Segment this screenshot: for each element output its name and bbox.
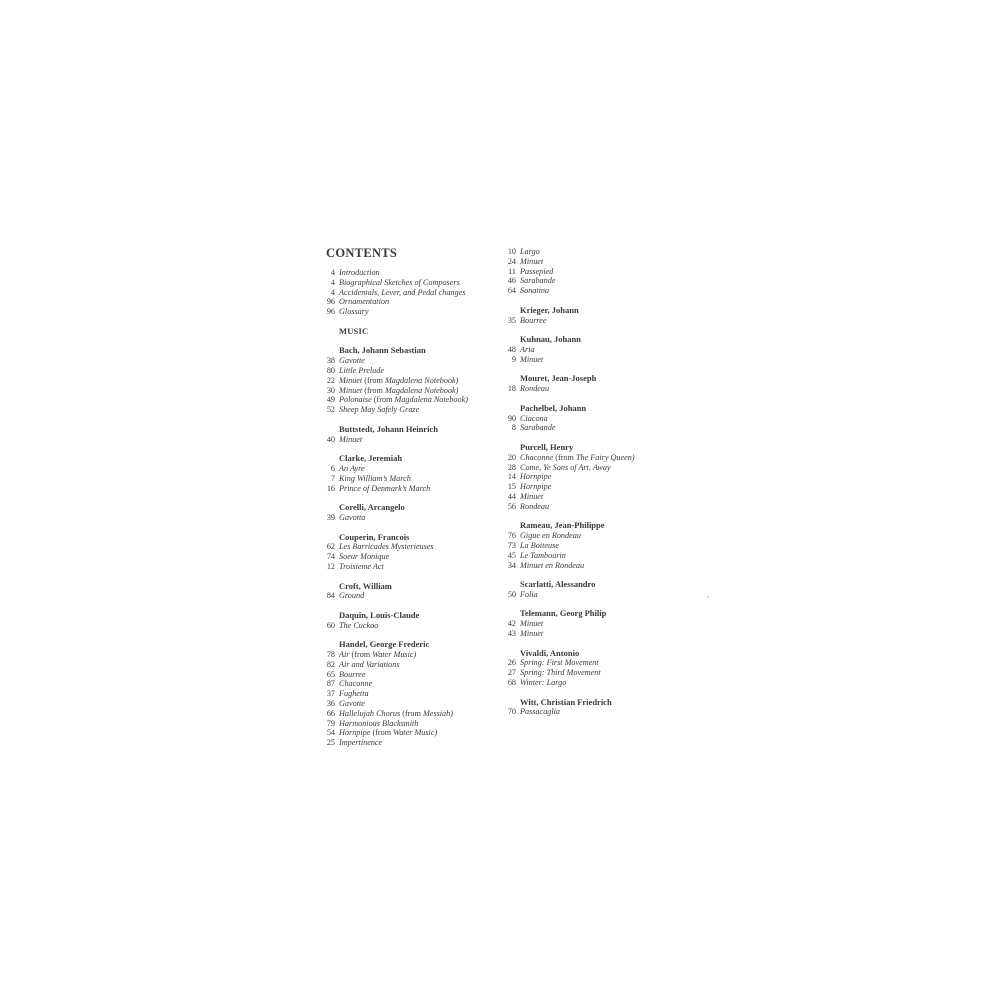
- piece-title: [520, 561, 584, 571]
- page-number: 44: [507, 491, 516, 501]
- toc-entry: [322, 356, 497, 366]
- piece-name: Hornpipe: [520, 482, 552, 492]
- toc-entry: [503, 257, 673, 267]
- page-number: 4: [330, 277, 335, 287]
- piece-name: Accidentals, Lever, and Pedal changes: [339, 287, 466, 297]
- piece-name: Hornpipe: [339, 728, 371, 738]
- page-number: 96: [326, 297, 335, 307]
- piece-name: Minuet: [339, 434, 363, 444]
- piece-title: [520, 482, 551, 492]
- toc-entry: [322, 542, 497, 552]
- piece-name: Sheep May Safely Graze: [339, 405, 420, 415]
- composer-name: Telemann, Georg Philip: [520, 608, 607, 619]
- composer-group: [322, 454, 497, 493]
- page-number: 20: [507, 452, 516, 462]
- piece-source-prefix: (from: [362, 385, 385, 395]
- piece-title: [520, 658, 599, 668]
- piece-name: Gavotta: [339, 512, 366, 522]
- piece-name: Aria: [520, 344, 535, 354]
- piece-name: Folia: [520, 589, 538, 599]
- page-number: 96: [326, 307, 335, 317]
- page-number: 68: [507, 678, 516, 688]
- piece-title: [339, 513, 365, 523]
- piece-title: [520, 472, 551, 482]
- composer-name: Krieger, Johann: [520, 304, 579, 315]
- piece-source: Magdalena Notebook): [394, 395, 468, 405]
- piece-source: Messiah): [422, 708, 453, 718]
- toc-entry: [322, 719, 497, 729]
- piece-name: Hornpipe: [520, 472, 552, 482]
- piece-title: [520, 668, 601, 678]
- piece-title: [339, 542, 434, 552]
- piece-name: Le Tambourin: [520, 550, 566, 560]
- piece-name: Ornamentation: [339, 297, 390, 307]
- piece-name: Minuet: [339, 375, 363, 385]
- piece-name: Introduction: [339, 268, 380, 277]
- piece-name: Winter: Largo: [520, 678, 567, 688]
- toc-entry: [503, 590, 673, 600]
- piece-source-prefix: (from: [553, 452, 576, 462]
- piece-name: Glossary: [339, 307, 369, 317]
- page-number: 49: [326, 395, 335, 405]
- piece-name: Spring: First Movement: [520, 658, 599, 668]
- page-number: 35: [507, 315, 516, 325]
- piece-source-prefix: (from: [362, 375, 385, 385]
- piece-source-prefix: (from: [370, 728, 394, 738]
- piece-name: Bourree: [339, 669, 366, 679]
- toc-entry: [322, 464, 497, 474]
- piece-title: [339, 699, 365, 709]
- piece-source-prefix: (from: [349, 650, 373, 660]
- composer-name: Bach, Johann Sebastian: [339, 345, 426, 356]
- page-number: 30: [326, 385, 335, 395]
- piece-name: Air: [339, 650, 350, 660]
- toc-entry: [503, 541, 673, 551]
- composer-name: Corelli, Arcangelo: [339, 502, 405, 513]
- page-number: 90: [507, 413, 516, 423]
- toc-entry: [503, 345, 673, 355]
- page-number: 26: [507, 658, 516, 668]
- composer-name: Mouret, Jean-Joseph: [520, 373, 597, 384]
- composer-group: [322, 503, 497, 523]
- piece-source: Water Music): [393, 728, 438, 738]
- piece-name: Chaconne: [520, 452, 554, 462]
- toc-entry: [322, 513, 497, 523]
- piece-name: Gavotte: [339, 699, 365, 709]
- piece-name: Minuet: [520, 256, 544, 266]
- page-number: 82: [326, 659, 335, 669]
- composer-group: [503, 521, 673, 570]
- page-number: 25: [326, 738, 335, 748]
- piece-name: Minuet en Rondeau: [520, 560, 585, 570]
- piece-name: Ciacona: [520, 413, 548, 423]
- page-number: 43: [507, 629, 516, 639]
- toc-entry: [322, 699, 497, 709]
- piece-title: [339, 405, 419, 415]
- piece-title: [339, 679, 372, 689]
- piece-title: [339, 552, 389, 562]
- piece-title: [339, 484, 430, 494]
- piece-title: [339, 474, 411, 484]
- piece-title: [339, 464, 365, 474]
- page-number: 50: [507, 589, 516, 599]
- piece-name: Bourree: [520, 315, 547, 325]
- page-number: 42: [507, 619, 516, 629]
- piece-name: King William’s March: [339, 473, 411, 483]
- page-number: 60: [326, 620, 335, 630]
- composer-name: Buttstedt, Johann Heinrich: [339, 423, 438, 434]
- page-number: 84: [326, 591, 335, 601]
- page-number: 64: [507, 286, 516, 296]
- piece-name: Soeur Monique: [339, 552, 390, 562]
- piece-name: Minuet: [520, 619, 544, 629]
- page-number: 14: [507, 472, 516, 482]
- toc-entry: [322, 689, 497, 699]
- toc-entry: [322, 474, 497, 484]
- page-number: 10: [507, 247, 516, 256]
- composer-group: [322, 425, 497, 445]
- piece-title: [520, 414, 548, 424]
- piece-name: Hallelujah Chorus: [339, 708, 401, 718]
- page-number: 16: [326, 483, 335, 493]
- page-number: 36: [326, 699, 335, 709]
- toc-entry: [322, 591, 497, 601]
- page-number: 52: [326, 405, 335, 415]
- page-number: 22: [326, 375, 335, 385]
- piece-name: Sarabande: [520, 276, 556, 286]
- piece-name: La Boiteuse: [520, 540, 559, 550]
- toc-entry: [503, 502, 673, 512]
- toc-entry: [322, 562, 497, 572]
- piece-name: Spring: Third Movement: [520, 668, 601, 678]
- piece-title: [520, 453, 635, 463]
- piece-name: Les Barricades Mysterieuses: [339, 542, 434, 552]
- composer-name: Scarlatti, Alessandro: [520, 579, 596, 590]
- piece-title: [520, 541, 559, 551]
- toc-entry: [503, 492, 673, 502]
- composer-group: [503, 649, 673, 688]
- toc-entry: [322, 405, 497, 415]
- piece-title: [339, 376, 458, 386]
- page-number: 4: [330, 268, 335, 277]
- page-number: 54: [326, 728, 335, 738]
- piece-title: [339, 621, 378, 631]
- piece-name: Minuet: [520, 491, 544, 501]
- page-number: 11: [508, 266, 516, 276]
- page-number: 74: [326, 552, 335, 562]
- composer-group: [503, 443, 673, 512]
- page-number: 87: [326, 679, 335, 689]
- piece-title: [520, 355, 543, 365]
- composer-name: Croft, William: [339, 580, 392, 591]
- page-number: 70: [507, 707, 516, 717]
- page-number: 79: [326, 718, 335, 728]
- piece-title: [339, 562, 384, 572]
- toc-entry: [503, 355, 673, 365]
- toc-entry: [322, 670, 497, 680]
- piece-name: Sonatina: [520, 286, 550, 296]
- piece-title: [339, 288, 465, 298]
- toc-entry: [322, 650, 497, 660]
- piece-name: Impertinence: [339, 738, 383, 748]
- piece-title: [339, 366, 384, 376]
- page-number: 48: [507, 344, 516, 354]
- piece-title: [520, 257, 543, 267]
- page-number: 76: [507, 531, 516, 541]
- toc-entry: [322, 738, 497, 748]
- toc-entry: [322, 679, 497, 689]
- piece-title: [520, 247, 540, 257]
- composer-group: [503, 404, 673, 433]
- piece-title: [339, 738, 382, 748]
- toc-entry: [503, 276, 673, 286]
- toc-entry: [322, 621, 497, 631]
- page-number: 34: [507, 560, 516, 570]
- piece-title: [520, 678, 566, 688]
- toc-entry: [503, 384, 673, 394]
- piece-title: [520, 492, 543, 502]
- piece-title: [339, 709, 453, 719]
- piece-title: [520, 629, 543, 639]
- toc-entry: [503, 423, 673, 433]
- toc-entry: [503, 658, 673, 668]
- piece-name: Gavotte: [339, 356, 365, 366]
- composer-group: [503, 698, 673, 718]
- toc-entry: [322, 484, 497, 494]
- piece-name: Ground: [339, 591, 365, 601]
- page-number: 15: [507, 482, 516, 492]
- piece-title: [339, 356, 365, 366]
- piece-name: Rondeau: [520, 384, 550, 394]
- piece-name: Chaconne: [339, 679, 373, 689]
- composer-name: Clarke, Jeremiah: [339, 453, 403, 464]
- piece-source: Magdalena Notebook): [384, 375, 459, 385]
- page-number: 27: [507, 668, 516, 678]
- piece-title: [520, 590, 538, 600]
- composer-name: Purcell, Henry: [520, 441, 574, 452]
- composer-group: [503, 580, 673, 600]
- composer-group: [322, 533, 497, 572]
- front-matter-list: [322, 268, 497, 317]
- toc-entry: [503, 551, 673, 561]
- piece-source-prefix: (from: [371, 395, 395, 405]
- piece-name: Rondeau: [520, 501, 550, 511]
- piece-name: Come, Ye Sons of Art, Away: [520, 462, 611, 472]
- piece-title: [339, 268, 380, 278]
- page-number: 4: [330, 287, 335, 297]
- piece-source: The Fairy Queen): [575, 452, 635, 462]
- toc-entry: [322, 278, 497, 288]
- piece-title: [520, 267, 553, 277]
- piece-source: Water Music): [372, 650, 417, 660]
- toc-entry: [322, 728, 497, 738]
- toc-entry: [503, 707, 673, 717]
- toc-entry: [503, 463, 673, 473]
- speck-mark: [707, 596, 709, 598]
- toc-entry: [322, 709, 497, 719]
- toc-entry: [322, 288, 497, 298]
- piece-title: [339, 386, 458, 396]
- piece-name: Air and Variations: [339, 659, 400, 669]
- page-number: 56: [507, 501, 516, 511]
- composer-name: Kuhnau, Johann: [520, 334, 581, 345]
- piece-name: Passepied: [520, 266, 554, 276]
- piece-title: [339, 650, 416, 660]
- toc-entry: [322, 366, 497, 376]
- piece-title: [339, 435, 362, 445]
- toc-entry: [503, 678, 673, 688]
- toc-entry: [503, 668, 673, 678]
- piece-title: [339, 660, 400, 670]
- composer-group: [322, 611, 497, 631]
- piece-title: [520, 276, 555, 286]
- piece-title: [339, 689, 369, 699]
- page-number: 7: [330, 473, 335, 483]
- piece-title: [520, 531, 581, 541]
- page-number: 66: [326, 708, 335, 718]
- page-number: 6: [330, 463, 335, 473]
- piece-title: [520, 423, 555, 433]
- toc-entry: [503, 619, 673, 629]
- toc-entry: [503, 453, 673, 463]
- composer-group: [503, 335, 673, 364]
- left-column: [322, 246, 497, 758]
- composer-name: Vivaldi, Antonio: [520, 647, 580, 658]
- page-number: 24: [507, 256, 516, 266]
- composer-name: Witt, Christian Friedrich: [520, 696, 612, 707]
- page-number: 65: [326, 669, 335, 679]
- piece-name: Minuet: [520, 354, 544, 364]
- composer-group: [503, 609, 673, 638]
- toc-entry: [503, 629, 673, 639]
- toc-entry: [503, 414, 673, 424]
- composer-name: Rameau, Jean-Philippe: [520, 520, 605, 531]
- piece-title: [520, 619, 543, 629]
- left-composer-list: [322, 346, 497, 748]
- page-number: 18: [507, 384, 516, 394]
- piece-name: Minuet: [520, 629, 544, 639]
- piece-title: [339, 591, 364, 601]
- composer-name: Couperin, Francois: [339, 531, 410, 542]
- toc-entry: [503, 472, 673, 482]
- toc-entry: [322, 376, 497, 386]
- composer-name: Handel, George Frederic: [339, 639, 430, 650]
- page-title: CONTENTS: [326, 246, 398, 260]
- toc-entry: [503, 561, 673, 571]
- page-number: 28: [507, 462, 516, 472]
- piece-source-prefix: (from: [400, 708, 423, 718]
- page-number: 38: [326, 356, 335, 366]
- toc-entry: [322, 395, 497, 405]
- music-heading: MUSIC: [339, 325, 369, 336]
- piece-title: [339, 307, 369, 317]
- toc-entry: [322, 660, 497, 670]
- composer-group: [322, 640, 497, 748]
- page-number: 62: [326, 542, 335, 552]
- piece-name: Minuet: [339, 385, 363, 395]
- toc-entry: [322, 307, 497, 317]
- composer-group: [503, 374, 673, 394]
- piece-name: Largo: [520, 247, 540, 256]
- piece-title: [339, 719, 418, 729]
- page-number: 45: [507, 550, 516, 560]
- piece-title: [520, 345, 535, 355]
- toc-entry: [503, 247, 673, 257]
- piece-title: [520, 551, 566, 561]
- piece-name: Prince of Denmark’s March: [339, 483, 431, 493]
- piece-name: An Ayre: [339, 463, 365, 473]
- composer-group: [322, 346, 497, 415]
- page-number: 39: [326, 512, 335, 522]
- toc-entry: [322, 435, 497, 445]
- handel-continued-list: [503, 247, 673, 296]
- page-number: 37: [326, 689, 335, 699]
- piece-name: Gigue en Rondeau: [520, 531, 581, 541]
- piece-source: Magdalena Notebook): [384, 385, 459, 395]
- toc-entry: [322, 268, 497, 278]
- page-number: 9: [511, 354, 516, 364]
- piece-title: [339, 297, 389, 307]
- composer-name: Pachelbel, Johann: [520, 402, 587, 413]
- piece-name: The Cuckoo: [339, 620, 379, 630]
- piece-name: Biographical Sketches of Composers: [339, 277, 460, 287]
- page-number: 73: [507, 540, 516, 550]
- piece-title: [339, 670, 366, 680]
- right-composer-list: [503, 306, 673, 717]
- piece-title: [339, 278, 460, 288]
- composer-group: [503, 306, 673, 326]
- composer-group: [322, 582, 497, 602]
- page-number: 78: [326, 650, 335, 660]
- piece-title: [339, 395, 468, 405]
- page-number: 8: [511, 423, 516, 433]
- piece-title: [520, 463, 611, 473]
- piece-name: Sarabande: [520, 423, 556, 433]
- toc-entry: [503, 267, 673, 277]
- page-number: 12: [326, 561, 335, 571]
- toc-entry: [503, 531, 673, 541]
- toc-entry: [322, 297, 497, 307]
- page-number: 40: [326, 434, 335, 444]
- toc-entry: [503, 482, 673, 492]
- right-column: [503, 247, 673, 727]
- piece-title: [520, 286, 549, 296]
- toc-entry: [322, 386, 497, 396]
- piece-title: [520, 502, 549, 512]
- piece-name: Fughetta: [339, 689, 369, 699]
- composer-name: Daquin, Louis-Claude: [339, 609, 420, 620]
- toc-entry: [503, 286, 673, 296]
- piece-title: [520, 384, 549, 394]
- piece-name: Harmonious Blacksmith: [339, 718, 419, 728]
- page-number: 46: [507, 276, 516, 286]
- piece-title: [520, 707, 560, 717]
- toc-entry: [503, 316, 673, 326]
- toc-entry: [322, 552, 497, 562]
- page-number: 80: [326, 365, 335, 375]
- piece-name: Troisieme Act: [339, 561, 384, 571]
- piece-name: Little Prelude: [339, 365, 384, 375]
- piece-title: [339, 728, 437, 738]
- piece-name: Passacaglia: [520, 707, 561, 717]
- piece-name: Polonaise: [339, 395, 372, 405]
- piece-title: [520, 316, 547, 326]
